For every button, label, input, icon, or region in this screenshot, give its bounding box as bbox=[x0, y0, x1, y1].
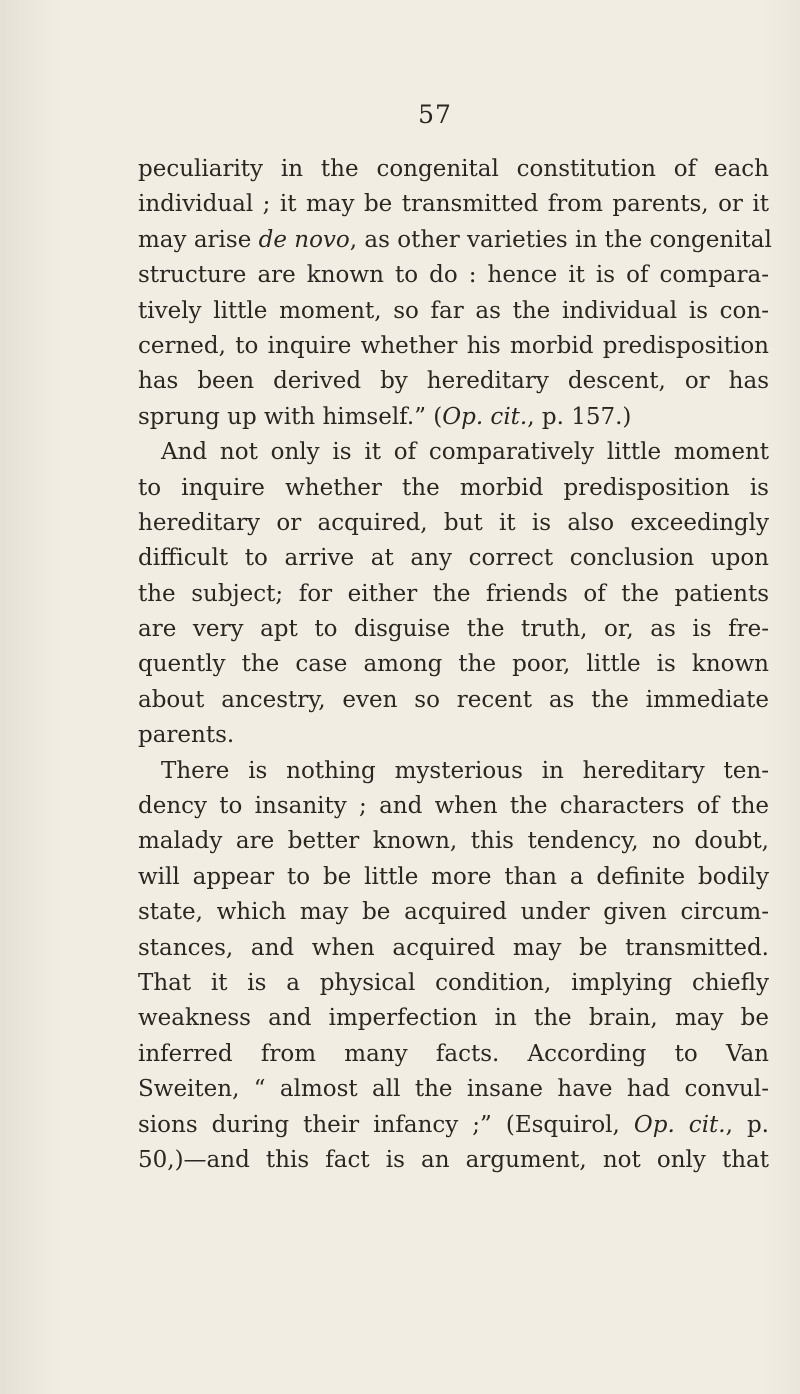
text-line: sions during their infancy ;” (Esquirol, Op. cit., p. bbox=[138, 1111, 769, 1138]
text-line: difficult to arrive at any correct conclusion upon bbox=[138, 545, 769, 572]
text-line: inferred from many facts. According to Van bbox=[138, 1040, 769, 1067]
text-line: weakness and imperfection in the brain, may be bbox=[138, 1005, 769, 1032]
text-line: cerned, to inquire whether his morbid predisposition bbox=[138, 332, 769, 359]
text-line: quently the case among the poor, little is known bbox=[138, 651, 769, 678]
italic-phrase: de novo bbox=[258, 226, 350, 253]
text-line: are very apt to disguise the truth, or, as is fre- bbox=[138, 616, 769, 643]
text-line: has been derived by hereditary descent, or has bbox=[138, 368, 769, 395]
text-line: peculiarity in the congenital constitution of each bbox=[138, 156, 769, 182]
text-line: And not only is it of comparatively little moment bbox=[161, 439, 769, 466]
text-line: Sweiten, “ almost all the insane have had convul- bbox=[138, 1076, 769, 1103]
text-line: dency to insanity ; and when the characters of the bbox=[138, 793, 769, 820]
text-line: stances, and when acquired may be transmitted. bbox=[138, 934, 769, 961]
text-line: will appear to be little more than a definite bodily bbox=[138, 863, 769, 890]
text-line: structure are known to do : hence it is of compara- bbox=[138, 262, 769, 289]
body-text bbox=[138, 152, 772, 1178]
text-line: 50,)—and this fact is an argument, not only that bbox=[138, 1146, 769, 1173]
text-line: about ancestry, even so recent as the immediate bbox=[138, 686, 769, 713]
text-line: to inquire whether the morbid predisposition is bbox=[138, 474, 769, 501]
text-line: hereditary or acquired, but it is also exceedingly bbox=[138, 509, 769, 536]
text-line: malady are better known, this tendency, no doubt, bbox=[138, 828, 769, 855]
text-line: sprung up with himself.” (Op. cit., p. 157.) bbox=[138, 403, 632, 430]
text-line: state, which may be acquired under given circum- bbox=[138, 899, 769, 926]
text-line: There is nothing mysterious in hereditary ten- bbox=[161, 757, 769, 784]
text-line: tively little moment, so far as the individual is con- bbox=[138, 297, 769, 324]
text-line: may arise de novo, as other varieties in the congenital bbox=[138, 226, 772, 253]
page-number: 57 bbox=[418, 100, 452, 129]
text-line: That it is a physical condition, implying chiefly bbox=[138, 969, 769, 996]
text-line: individual ; it may be transmitted from parents, or it bbox=[138, 191, 769, 218]
italic-phrase: Op. cit. bbox=[633, 1111, 726, 1138]
italic-phrase: Op. cit. bbox=[442, 403, 528, 430]
text-line: the subject; for either the friends of the patients bbox=[138, 580, 769, 607]
text-line: parents. bbox=[138, 722, 235, 749]
